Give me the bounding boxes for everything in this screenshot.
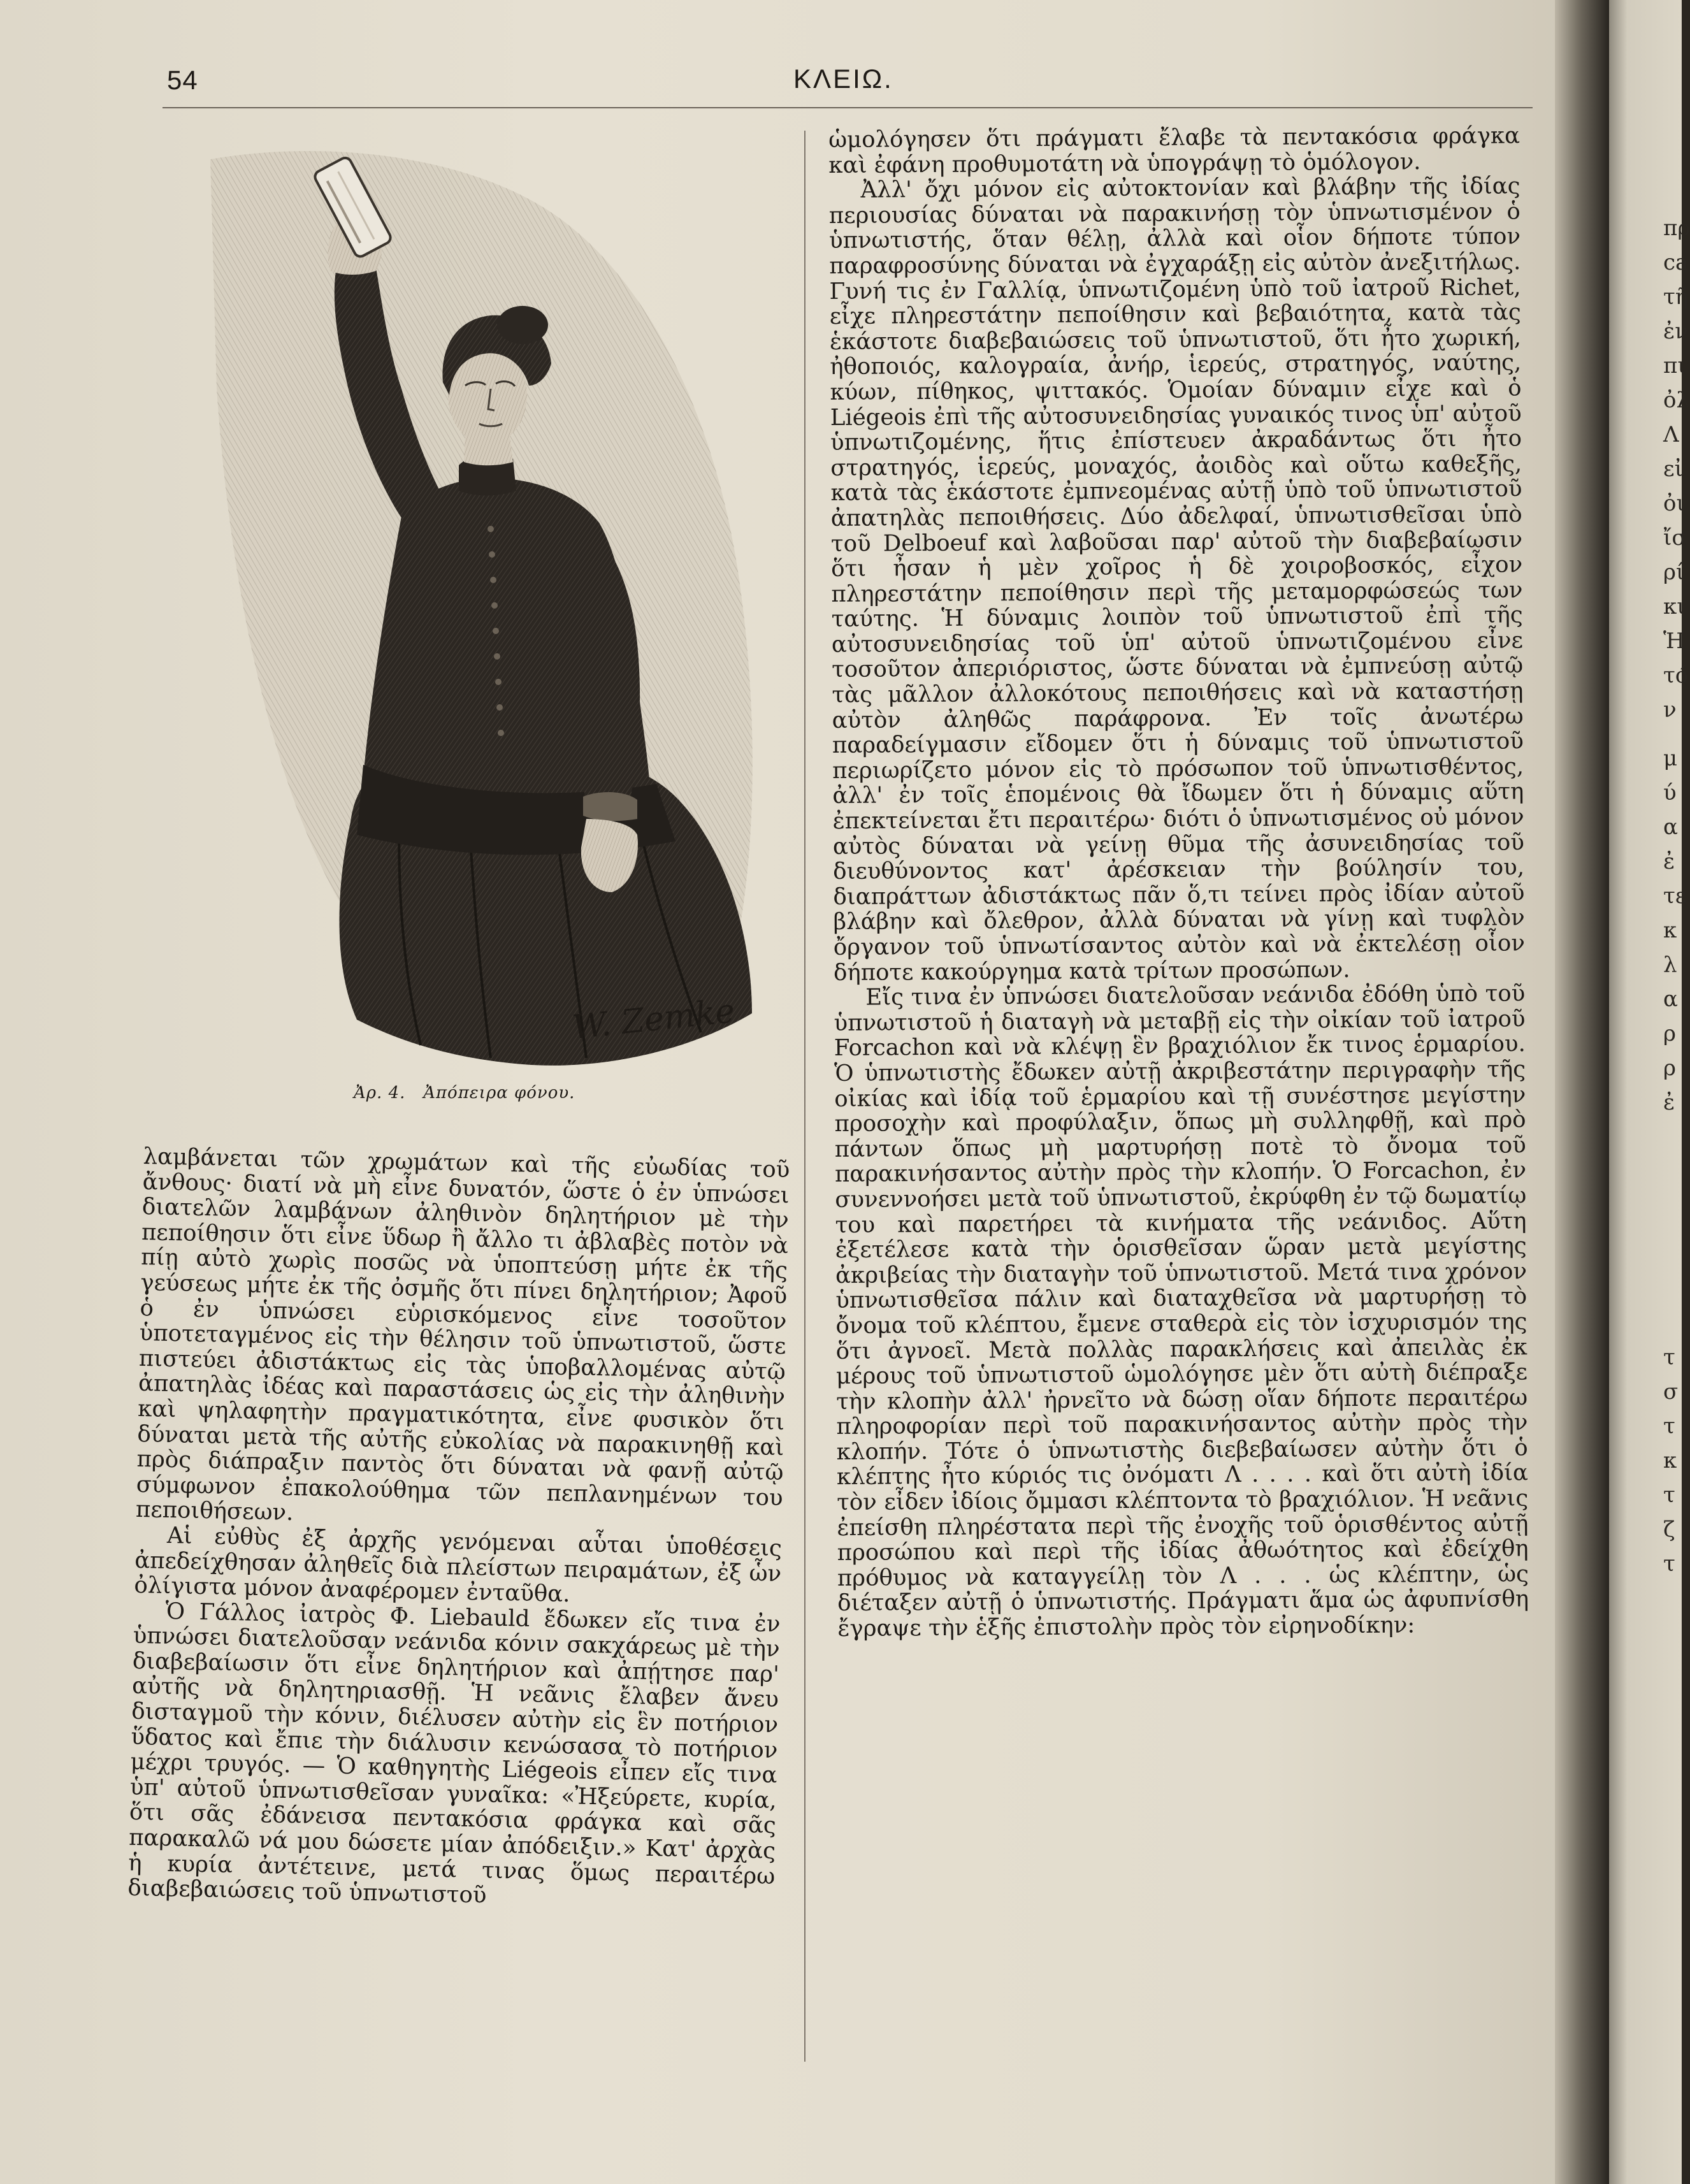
adjacent-text-fragment: κ bbox=[1663, 918, 1677, 943]
engraving-illustration bbox=[191, 134, 784, 1077]
adjacent-text-fragment: ἴσ bbox=[1663, 525, 1687, 551]
adjacent-text-fragment: μ bbox=[1663, 746, 1678, 771]
paragraph: Αἱ εὐθὺς ἐξ ἀρχῆς γενόμεναι αὗται ὑποθέσεις ἀπεδείχθησαν ἀληθεῖς διὰ πλείστων πειραμάτων, ἐξ ὧν ὀλίγιστα μόνον ἀναφέρομεν ἐνταῦθα. bbox=[134, 1522, 783, 1608]
adjacent-text-fragment: ρ bbox=[1663, 1055, 1676, 1081]
adjacent-text-fragment: ἐ bbox=[1663, 849, 1675, 874]
column-rule bbox=[804, 131, 805, 2062]
right-text-column bbox=[828, 123, 1529, 1641]
adjacent-text-fragment: Ἡ bbox=[1663, 628, 1685, 654]
adjacent-text-fragment: τῆ bbox=[1663, 284, 1689, 310]
adjacent-text-fragment: ὀι bbox=[1663, 491, 1685, 516]
header-rule bbox=[162, 107, 1533, 108]
adjacent-text-fragment: τό bbox=[1663, 663, 1689, 688]
adjacent-text-fragment: α bbox=[1663, 987, 1678, 1012]
adjacent-text-fragment: εἰ bbox=[1663, 456, 1683, 482]
paragraph: λαμβάνεται τῶν χρωμάτων καὶ τῆς εὐωδίας τοῦ ἄνθους· διατί νὰ μὴ εἶνε δυνατόν, ὥστε ὁ ἐν ὑπνώσει διατελῶν λαμβάνων ἀληθινὸν δηλητήριον μὲ τὴν πεποίθησιν ὅτι εἶνε ὕδωρ ἢ ἄλλο τι ἀβλαβὲς ποτὸν νὰ πίῃ αὐτὸ χωρὶς ποσῶς νὰ ὑποπτεύσῃ μήτε ἐκ τῆς γεύσεως μήτε ἐκ τῆς ὀσμῆς ὅτι πίνει δηλητήριον; Ἀφοῦ ὁ ἐν ὑπνώσει εὑρισκόμενος εἶνε τοσοῦτον ὑποτεταγμένος εἰς τὴν θέλησιν τοῦ ὑπνωτιστοῦ, ὥστε πιστεύει ἀδιστάκτως εἰς τὰς ὑποβαλλομένας αὐτῷ ἀπατηλὰς ἰδέας καὶ παραστάσεις ὡς εἰς τὴν ἀληθινὴν καὶ ψηλαφητὴν πραγματικότητα, εἶνε φυσικὸν ὅτι δύναται μετὰ τῆς αὐτῆς εὐκολίας νὰ παρακινηθῇ καὶ πρὸς διάπραξιν παντὸς ὅτι δύναται νὰ φανῇ αὐτῷ σύμφωνον ἐπακολούθημα τῶν πεπλανημένων του πεποιθήσεων. bbox=[135, 1143, 790, 1526]
adjacent-text-fragment: λ bbox=[1663, 952, 1677, 978]
adjacent-text-fragment: ca bbox=[1663, 250, 1689, 275]
adjacent-text-fragment: τ bbox=[1663, 1482, 1675, 1508]
adjacent-text-fragment: τ bbox=[1663, 1414, 1675, 1439]
hair-bun bbox=[497, 306, 548, 344]
figure-caption: Ἀρ. 4. Ἀπόπειρα φόνου. bbox=[354, 1083, 575, 1103]
adjacent-text-fragment: ὀλ bbox=[1663, 387, 1690, 413]
adjacent-text-fragment: κι bbox=[1663, 594, 1686, 619]
adjacent-text-fragment: ν bbox=[1663, 697, 1677, 723]
page-number: 54 bbox=[167, 65, 198, 95]
adjacent-text-fragment: ἐν bbox=[1663, 319, 1688, 344]
adjacent-text-fragment: πι bbox=[1663, 353, 1686, 379]
paragraph: Εἴς τινα ἐν ὑπνώσει διατελοῦσαν νεάνιδα ἐδόθη ὑπὸ τοῦ ὑπνωτιστοῦ ἡ διαταγὴ νὰ μεταβῇ εἰς τὴν οἰκίαν τοῦ ἰατροῦ Forcachon καὶ νὰ κλέψῃ ἓν βραχιόλιον ἔκ τινος ἑρμαρίου. Ὁ ὑπνωτιστὴς ἔδωκεν αὐτῇ ἀκριβεστάτην περιγραφὴν τῆς οἰκίας καὶ ἰδίᾳ τοῦ ἑρμαρίου καὶ τῇ συνέστησε μεγίστην προσοχὴν καὶ προφύλαξιν, ὅπως μὴ συλληφθῇ, καὶ πρὸ πάντων ὅπως μὴ μαρτυρήσῃ ποτὲ τὸ ὄνομα τοῦ παρακινήσαντος αὐτὴν πρὸς τὴν κλοπήν. Ὁ Forcachon, ἐν συνεννοήσει μετὰ τοῦ ὑπνωτιστοῦ, ἐκρύφθη ἐν τῷ δωματίῳ του καὶ παρετήρει τὰ κινήματα τῆς νεάνιδος. Αὕτη ἐξετέλεσε κατὰ τὴν ὁρισθεῖσαν ὥραν μετὰ μεγίστης ἀκριβείας τὴν διαταγὴν τοῦ ὑπνωτιστοῦ. Μετά τινα χρόνον ὑπνωτισθεῖσα πάλιν καὶ διαταχθεῖσα νὰ μαρτυρήσῃ τὸ ὄνομα τοῦ κλέπτου, ἔμενε σταθερὰ εἰς τὸν ἰσχυρισμόν της ὅτι ἀγνοεῖ. Μετὰ πολλὰς παρακλήσεις καὶ ἀπειλὰς ἐκ μέρους τοῦ ὑπνωτιστοῦ ὡμολόγησε μὲν ὅτι αὐτὴ διέπραξε τὴν κλοπὴν ἀλλ' ἠρνεῖτο νὰ δώσῃ οἵαν δήποτε περαιτέρω πληροφορίαν περὶ τοῦ παρακινήσαντος αὐτὴν πρὸς τὴν κλοπήν. Τότε ὁ ὑπνωτιστὴς διεβεβαίωσεν αὐτὴν ὅτι ὁ κλέπτης ἦτο κύριός τις ὀνόματι Λ . . . . καὶ ὅτι αὐτὴ ἰδία τὸν εἶδεν ἰδίοις ὄμμασι κλέπτοντα τὸ βραχιόλιον. Ἡ νεᾶνις ἐπείσθη πληρέστατα περὶ τῆς ἐνοχῆς τοῦ ὁρισθέντος αὐτῇ προσώπου καὶ περὶ τῆς ἰδίας ἀθωότητος καὶ ἐδείχθη πρόθυμος νὰ καταγγείλῃ τὸν Λ . . . ὡς κλέπτην, ὡς διέταξεν αὐτῇ ὁ ὑπνωτιστής. Πράγματι ἅμα ὡς ἀφυπνίσθη ἔγραψε τὴν ἑξῆς ἐπιστολὴν πρὸς τὸν εἰρηνοδίκην: bbox=[834, 980, 1529, 1642]
adjacent-text-fragment: ρ bbox=[1663, 1021, 1676, 1046]
adjacent-text-fragment: σ bbox=[1663, 1379, 1679, 1405]
artist-signature: W. Zemke bbox=[570, 992, 737, 1047]
adjacent-text-fragment: πρ bbox=[1663, 215, 1690, 241]
adjacent-text-fragment: τ bbox=[1663, 1551, 1675, 1577]
lowered-arm-cuff bbox=[583, 792, 637, 821]
adjacent-text-fragment: τ bbox=[1663, 1345, 1675, 1370]
adjacent-text-fragment: κ bbox=[1663, 1448, 1677, 1473]
adjacent-text-fragment: ρί bbox=[1663, 560, 1685, 585]
paragraph: ὡμολόγησεν ὅτι πράγματι ἔλαβε τὰ πεντακόσια φράγκα καὶ ἐφάνη προθυμοτάτη νὰ ὑπογράψῃ τὸ ὁμόλογον. bbox=[828, 122, 1520, 178]
paragraph: Ἀλλ' ὄχι μόνον εἰς αὐτοκτονίαν καὶ βλάβην τῆς ἰδίας περιουσίας δύναται νὰ παρακινήσῃ τὸν ὑπνωτισμένον ὁ ὑπνωτιστής, ὅταν θέλῃ, ἀλλὰ καὶ οἷον δήποτε τύπον παραφροσύνης δύναται νὰ ἐγχαράξῃ εἰς αὐτὸν ἀνεξιτήλως. Γυνή τις ἐν Γαλλίᾳ, ὑπνωτιζομένη ὑπὸ τοῦ ἰατροῦ Richet, εἶχε πληρεστάτην πεποίθησιν καὶ βεβαιότητα, κατὰ τὰς ἑκάστοτε διαβεβαιώσεις τοῦ ὑπνωτιστοῦ, ὅτι ἦτο χωρική, ἠθοποιός, καλογραία, ἀνήρ, ἱερεύς, στρατηγός, ναύτης, κύων, πίθηκος, ψιττακός. Ὁμοίαν δύναμιν εἶχε καὶ ὁ Liégeois ἐπὶ τῆς αὐτοσυνειδησίας γυναικός τινος ὑπ' αὐτοῦ ὑπνωτιζομένης, ἥτις ἐπίστευεν ἀκραδάντως ὅτι ἦτο στρατηγός, ἱερεύς, μοναχός, ἀοιδὸς καὶ οὕτω καθεξῆς, κατὰ τὰς ἑκάστοτε ἐμπνεομένας αὐτῇ ὑπὸ τοῦ ὑπνωτιστοῦ ἀπατηλὰς πεποιθήσεις. Δύο ἀδελφαί, ὑπνωτισθεῖσαι ὑπὸ τοῦ Delboeuf καὶ λαβοῦσαι παρ' αὐτοῦ τὴν διαβεβαίωσιν ὅτι ἦσαν ἡ μὲν χοῖρος ἡ δὲ χοιροβοσκός, εἶχον πληρεστάτην πεποίθησιν περὶ τῆς μεταμορφώσεώς των ταύτης. Ἡ δύναμις λοιπὸν τοῦ ὑπνωτιστοῦ ἐπὶ τῆς αὐτοσυνειδησίας τοῦ ὑπ' αὐτοῦ ὑπνωτιζομένου εἶνε τοσοῦτον ἀπεριόριστος, ὥστε δύναται νὰ ἐμπνεύσῃ αὐτῷ τὰς μᾶλλον ἀλλοκότους πεποιθήσεις καὶ νὰ καταστήσῃ αὐτὸν ἀληθῶς παράφρονα. Ἐν τοῖς ἀνωτέρω παραδείγμασιν εἴδομεν ὅτι ἡ δύναμις τοῦ ὑπνωτιστοῦ περιωρίζετο μόνον εἰς τὸ πρόσωπον τοῦ ὑπνωτισθέντος, ἀλλ' ἐν τοῖς ἑπομένοις θὰ ἴδωμεν ὅτι ἡ δύναμις αὕτη ἐπεκτείνεται ἔτι περαιτέρω· διότι ὁ ὑπνωτισμένος οὐ μόνον αὐτὸς δύναται νὰ γείνῃ θῦμα τῆς ἀσυνειδησίας τοῦ διευθύνοντος κατ' ἀρέσκειαν τὴν βούλησίν του, διαπράττων ἀδιστάκτως πᾶν ὅ,τι τείνει πρὸς ἰδίαν αὐτοῦ βλάβην καὶ ὄλεθρον, ἀλλὰ δύναται νὰ γίνῃ καὶ τυφλὸν ὄργανον τοῦ ὑπνωτίσαντος αὐτὸν καὶ νὰ ἐκτελέσῃ οἷον δήποτε κακούργημα κατὰ τρίτων προσώπων. bbox=[828, 173, 1525, 986]
paragraph: Ὁ Γάλλος ἰατρὸς Φ. Liebauld ἔδωκεν εἴς τινα ἐν ὑπνώσει διατελοῦσαν νεάνιδα κόνιν σακχάρεως μὲ τὴν διαβεβαίωσιν ὅτι εἶνε δηλητήριον καὶ ἀπῄτησε παρ' αὐτῆς νὰ δηλητηριασθῇ. Ἡ νεᾶνις ἔλαβεν ἄνευ δισταγμοῦ τὴν κόνιν, διέλυσεν αὐτὴν εἰς ἓν ποτήριον ὕδατος καὶ ἔπιε τὴν διάλυσιν κενώσασα τὸ ποτήριον μέχρι τρυγός. — Ὁ καθηγητὴς Liégeois εἶπεν εἴς τινα ὑπ' αὐτοῦ ὑπνωτισθεῖσαν γυναῖκα: «Ἠξεύρετε, κυρία, ὅτι σᾶς ἐδάνεισα πεντακόσια φράγκα καὶ σᾶς παρακαλῶ νά μου δώσετε μίαν ἀπόδειξιν.» Κατ' ἀρχὰς ἡ κυρία ἀντέτεινε, μετά τινας ὅμως περαιτέρω διαβεβαιώσεις τοῦ ὑπνωτιστοῦ bbox=[127, 1598, 781, 1909]
binding-gutter bbox=[1555, 0, 1612, 2184]
left-text-column bbox=[127, 1144, 790, 1914]
adjacent-text-fragment: Λ bbox=[1663, 422, 1679, 447]
adjacent-text-fragment: α bbox=[1663, 814, 1678, 840]
running-head: ΚΛΕΙΩ. bbox=[793, 64, 893, 94]
adjacent-text-fragment: τε bbox=[1663, 883, 1687, 909]
adjacent-text-fragment: ἐ bbox=[1663, 1090, 1675, 1115]
adjacent-page-edge bbox=[1609, 0, 1690, 2184]
adjacent-text-fragment: ζ bbox=[1663, 1517, 1675, 1542]
adjacent-text-fragment: ύ bbox=[1663, 780, 1677, 806]
